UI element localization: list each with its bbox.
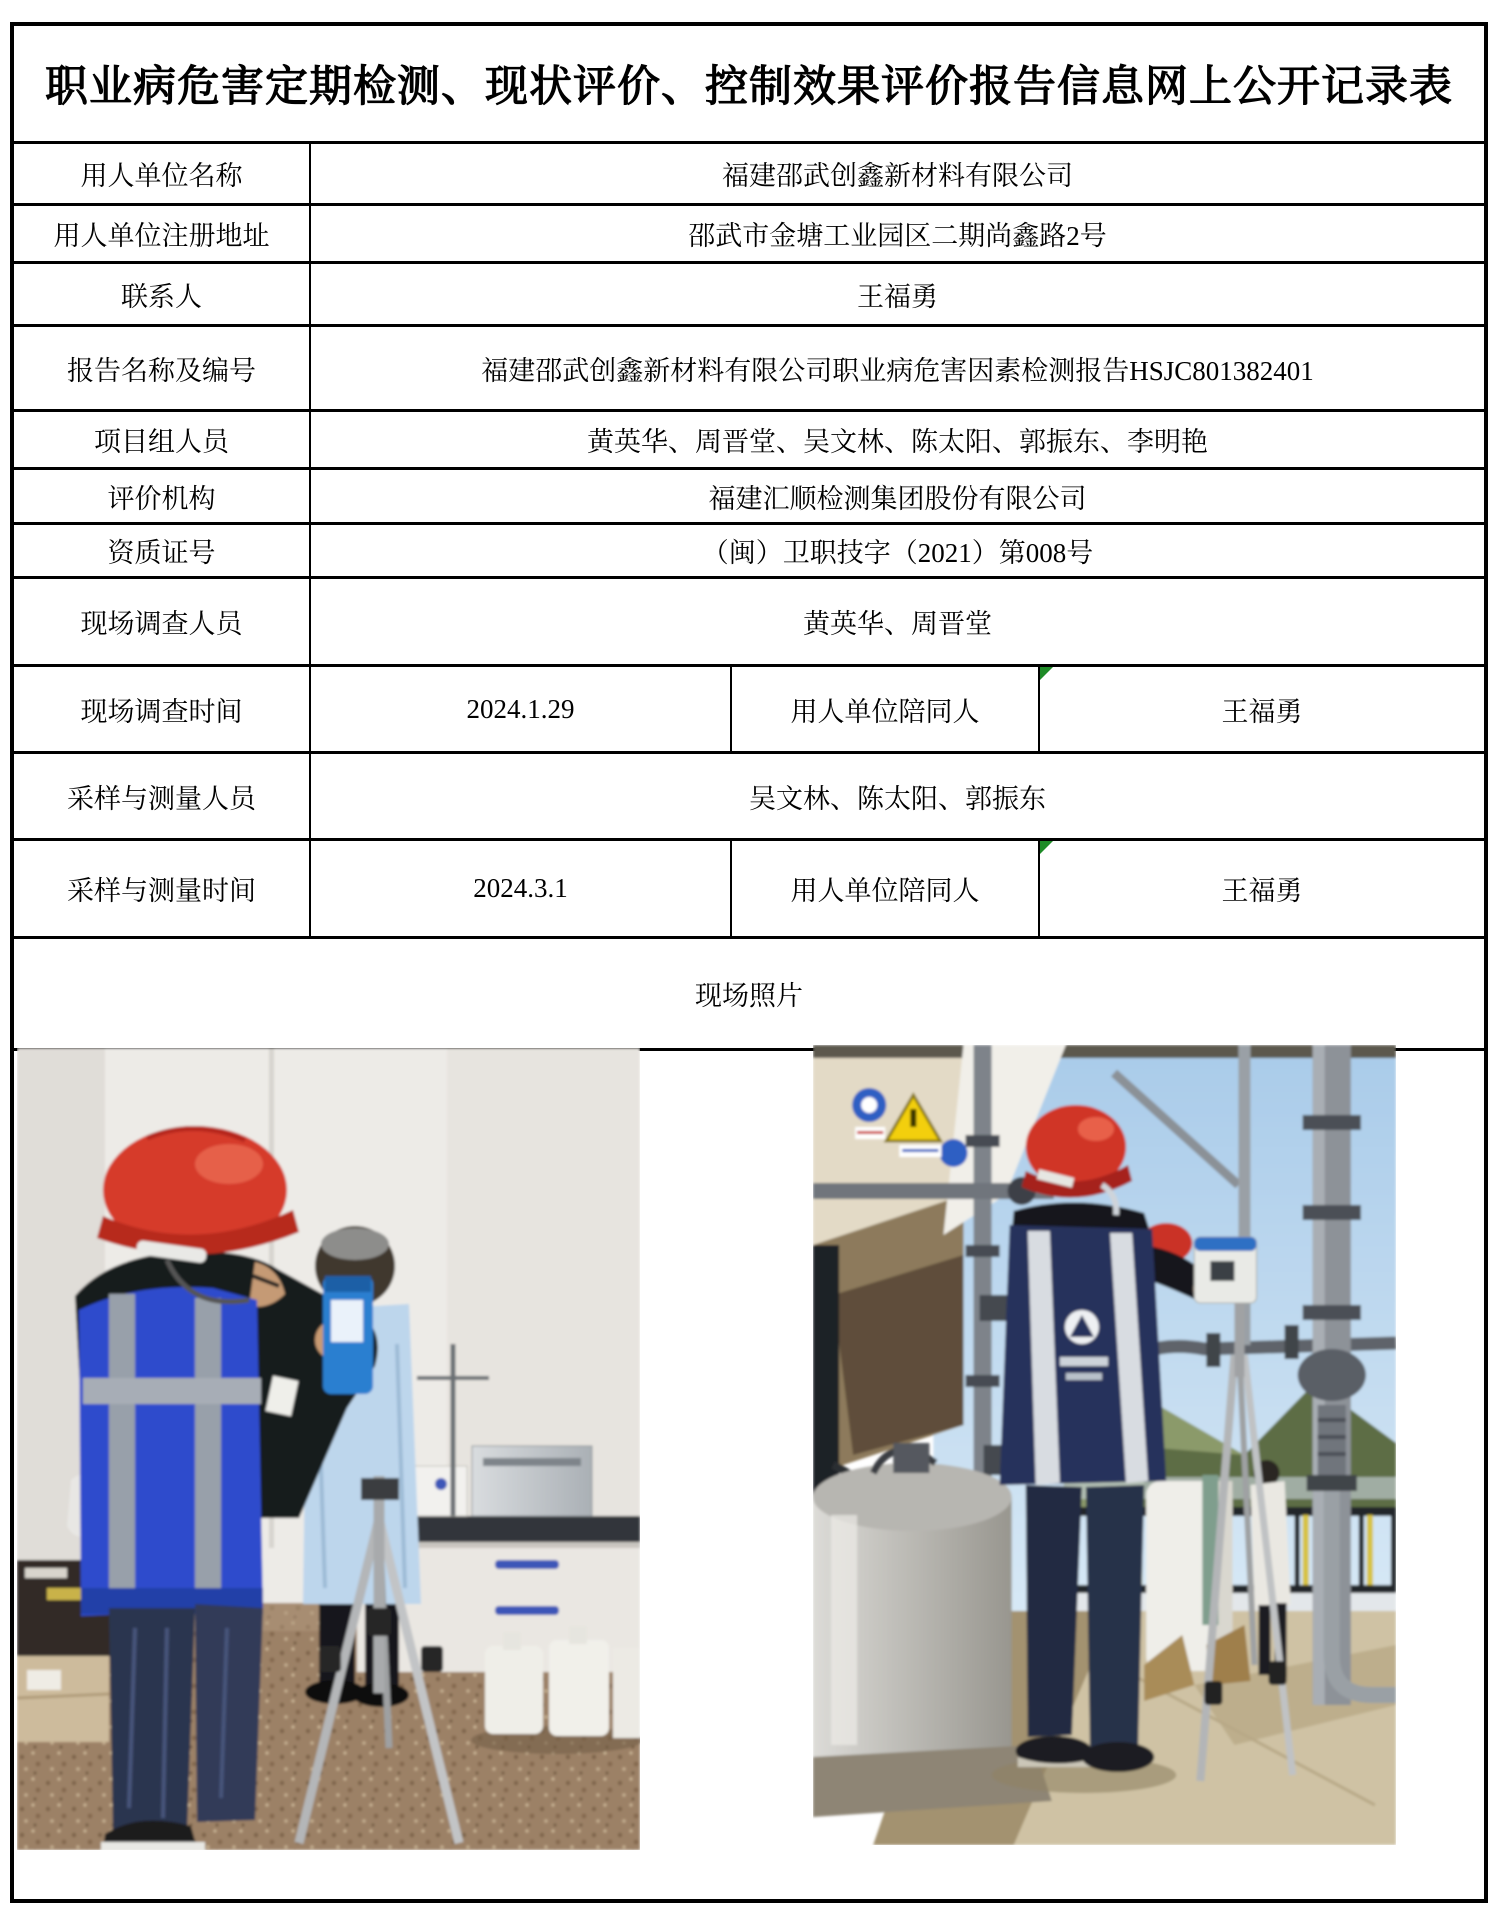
row-value-sampling-date: 2024.3.1 [311, 841, 732, 936]
table-row-site-photos-caption [14, 936, 1484, 1048]
table-row-survey-date [14, 664, 1484, 751]
indoor-lab-measurement-photo [17, 1048, 640, 1850]
row-label-registered-address: 用人单位注册地址 [14, 206, 311, 261]
row-label-evaluation-agency: 评价机构 [14, 470, 311, 522]
table-row-project-team [14, 409, 1484, 467]
site-photos-caption: 现场照片 [695, 981, 803, 1011]
row-value-registered-address: 邵武市金塘工业园区二期尚鑫路2号 [688, 221, 1107, 251]
row-value-accompanying-person-1 [1040, 667, 1484, 751]
row-label-report-name-number: 报告名称及编号 [14, 327, 311, 409]
row-value-sampling-personnel: 吴文林、陈太阳、郭振东 [749, 783, 1046, 814]
row-label-accompanying-person-2: 用人单位陪同人 [732, 841, 1040, 936]
row-label-sampling-date: 采样与测量时间 [14, 841, 311, 936]
excel-text-flag-icon [1040, 667, 1053, 680]
table-row-survey-personnel [14, 576, 1484, 664]
row-label-contact-person: 联系人 [14, 264, 311, 324]
table-row-employer-name [14, 141, 1484, 203]
row-label-survey-date: 现场调查时间 [14, 667, 311, 751]
outdoor-plant-measurement-photo [813, 1045, 1396, 1845]
table-title-row [14, 26, 1484, 141]
row-value-survey-date: 2024.1.29 [311, 667, 732, 751]
table-row-qualification-number [14, 522, 1484, 576]
row-value-report-name-number: 福建邵武创鑫新材料有限公司职业病危害因素检测报告HSJC801382401 [481, 355, 1314, 386]
outdoor-plant-scene [813, 1045, 1396, 1845]
page-title: 职业病危害定期检测、现状评价、控制效果评价报告信息网上公开记录表 [45, 64, 1453, 111]
indoor-lab-scene [17, 1048, 640, 1850]
accompanying-person-2-name: 王福勇 [1221, 876, 1303, 906]
row-value-contact-person: 王福勇 [857, 281, 938, 312]
table-row-sampling-personnel [14, 751, 1484, 838]
row-value-survey-personnel: 黄英华、周晋堂 [803, 609, 992, 639]
table-row-contact-person [14, 261, 1484, 324]
row-label-survey-personnel: 现场调查人员 [14, 579, 311, 664]
table-row-evaluation-agency [14, 467, 1484, 522]
row-value-accompanying-person-2 [1040, 841, 1484, 936]
table-row-registered-address [14, 203, 1484, 261]
row-label-project-team: 项目组人员 [14, 412, 311, 467]
row-value-employer-name: 福建邵武创鑫新材料有限公司 [722, 161, 1073, 191]
accompanying-person-1-name: 王福勇 [1221, 696, 1303, 727]
row-label-sampling-personnel: 采样与测量人员 [14, 754, 311, 838]
row-label-employer-name: 用人单位名称 [14, 144, 311, 203]
row-value-project-team: 黄英华、周晋堂、吴文林、陈太阳、郭振东、李明艳 [587, 427, 1208, 457]
row-value-evaluation-agency: 福建汇顺检测集团股份有限公司 [708, 483, 1087, 514]
table-row-sampling-date [14, 838, 1484, 936]
excel-text-flag-icon [1040, 841, 1053, 854]
table-row-report-name-number [14, 324, 1484, 409]
row-label-accompanying-person-1: 用人单位陪同人 [732, 667, 1040, 751]
row-label-qualification-number: 资质证号 [14, 525, 311, 576]
row-value-qualification-number: （闽）卫职技字（2021）第008号 [701, 538, 1094, 568]
